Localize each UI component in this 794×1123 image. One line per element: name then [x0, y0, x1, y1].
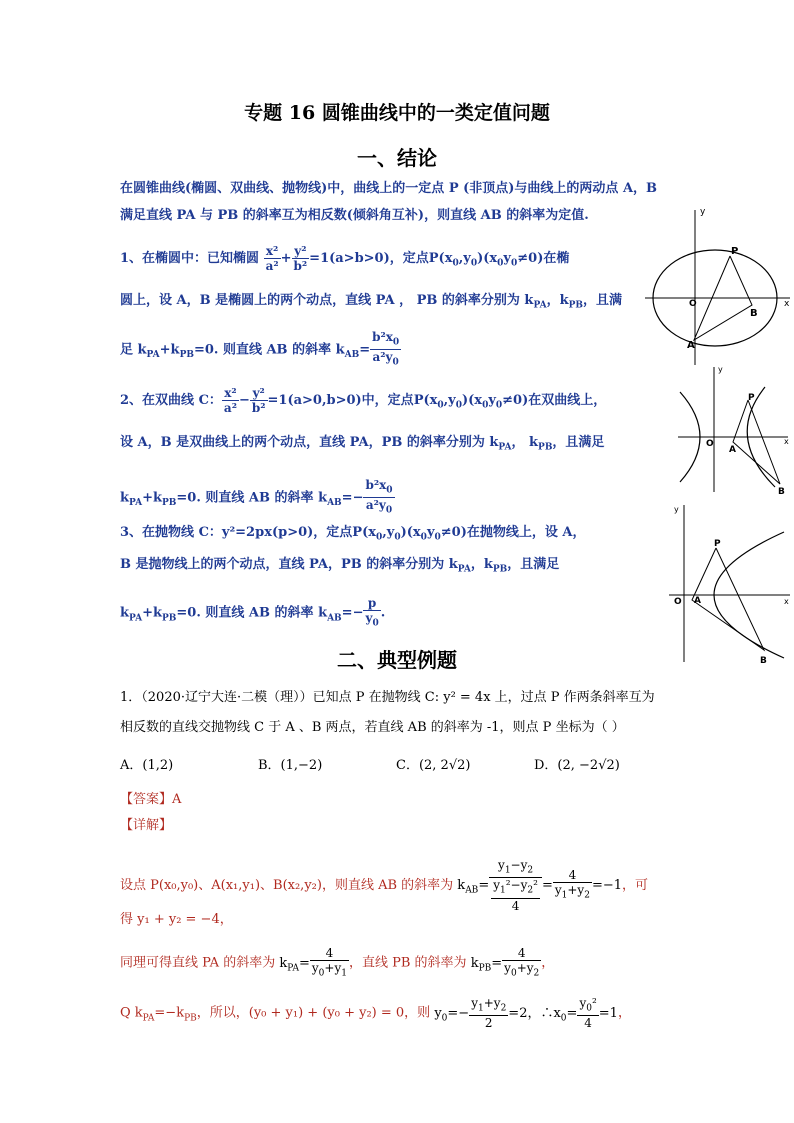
- point-a-label: A: [687, 340, 695, 351]
- ellipse-statement-line-3: 足 $k_{PA}+k_{PB}=0$. 则直线 AB 的斜率 $k_{AB}=$ $\frac{b^2x_0}{a^2y_0}$: [120, 330, 400, 368]
- x-label: x: [784, 437, 789, 446]
- solution-line-4: Q $k_{PA}=-k_{PB}$，所以，(y₀ + y₁) + (y₀ + y₂) = 0，则 $y_0=-$ $\frac{y_1+y_2}{2}$ =2，$\therefore x_0=$ $\frac{y_0^2}{4}$ =1，: [120, 996, 631, 1031]
- triangle-pab: [733, 400, 780, 484]
- origin-label: O: [674, 597, 682, 607]
- point-p-label: P: [731, 246, 739, 257]
- triangle-pab: [692, 548, 764, 650]
- ellipse-statement-line-1: 1、在椭圆中：已知椭圆 $\frac{\text{x²}}{\text{a²}}$ + $\frac{\text{y²}}{\text{b²}}$ =1(a>b>0)，定点$P(x_0,y_0)(x_0y_0\ne 0)$在椭: [120, 244, 570, 273]
- solution-line-1: 设点 P(x₀,y₀)、A(x₁,y₁)、B(x₂,y₂)，则直线 AB 的斜率为 $k_{AB}=$ $\frac{y_1-y_2}{\frac{y_1^2-y_2^2}{4}}$ = $\frac{4}{y_1+y_2}$ =−1，可: [120, 858, 649, 913]
- point-p-label: P: [748, 393, 755, 403]
- x-label: x: [784, 299, 790, 309]
- hyperbola-figure: [670, 362, 794, 497]
- origin-label: O: [689, 299, 697, 309]
- parabola-statement-line-2: B 是抛物线上的两个动点，直线 PA，PB 的斜率分别为 $k_{PA}$，$k_{PB}$，且满足: [120, 557, 560, 575]
- parabola-statement-line-3: $k_{PA}+k_{PB}=0$. 则直线 AB 的斜率 $k_{AB}=-$ $\frac{p}{y_0}$ .: [120, 596, 386, 629]
- solution-line-2: 得 y₁ + y₂ = −4，: [120, 912, 233, 927]
- intro-line-2: 满足直线 PA 与 PB 的斜率互为相反数(倾斜角互补)，则直线 AB 的斜率为定值.: [120, 208, 589, 223]
- x-label: x: [784, 597, 789, 606]
- point-b-label: B: [778, 487, 785, 497]
- ellipse-figure: [640, 200, 794, 370]
- y-label: y: [718, 365, 723, 374]
- option-c: C．(2, 2√2): [396, 758, 471, 773]
- point-p-label: P: [714, 539, 721, 549]
- question-1-line-1: 1．（2020·辽宁大连·二模（理））已知点 P 在抛物线 C: y² = 4x 上，过点 P 作两条斜率互为: [120, 690, 655, 705]
- point-a-label: A: [694, 596, 701, 606]
- hyperbola-statement-line-2: 设 A，B 是双曲线上的两个动点，直线 PA，PB 的斜率分别为 $k_{PA}$， $k_{PB}$，且满足: [120, 435, 605, 453]
- hyperbola-statement-line-3: $k_{PA}+k_{PB}=0$. 则直线 AB 的斜率 $k_{AB}=-$ $\frac{b^2x_0}{a^2y_0}$: [120, 478, 393, 516]
- page-title: 专题 16 圆锥曲线中的一类定值问题: [244, 102, 550, 124]
- question-1-line-2: 相反数的直线交抛物线 C 于 A 、B 两点，若直线 AB 的斜率为 -1，则点 P 坐标为（ ）: [120, 720, 625, 735]
- hyperbola-statement-line-1: 2、在双曲线 C： $\frac{\text{x²}}{\text{a²}}$ − $\frac{\text{y²}}{\text{b²}}$ =1(a>0,b>0)中，定点$P(x_0,y_0)(x_0y_0\ne 0)$在双曲线上，: [120, 386, 607, 415]
- intro-line-1: 在圆锥曲线(椭圆、双曲线、抛物线)中，曲线上的一定点 P (非顶点)与曲线上的两动点 A，B: [120, 181, 658, 196]
- point-b-label: B: [760, 656, 767, 666]
- section-heading-examples: 二、典型例题: [337, 648, 457, 672]
- y-label: y: [674, 505, 679, 514]
- option-d: D．(2, −2√2): [534, 758, 620, 773]
- detail-label: 【详解】: [120, 818, 173, 833]
- origin-label: O: [706, 439, 714, 449]
- point-b-label: B: [750, 308, 758, 319]
- point-a-label: A: [729, 445, 736, 455]
- section-heading-conclusion: 一、结论: [357, 146, 437, 170]
- answer-label: 【答案】A: [120, 792, 182, 807]
- option-a: A．(1,2): [120, 758, 174, 773]
- parabola-figure: [664, 500, 794, 668]
- solution-line-3: 同理可得直线 PA 的斜率为 $k_{PA}=$ $\frac{4}{y_0+y_1}$ ，直线 PB 的斜率为 $k_{PB}=$ $\frac{4}{y_0+y_2}$ ，: [120, 946, 555, 979]
- y-label: y: [700, 207, 706, 217]
- parabola-statement-line-1: 3、在抛物线 C：y²=2px(p>0)，定点$P(x_0,y_0)(x_0y_0\ne 0)$在抛物线上，设 A，: [120, 525, 586, 543]
- option-b: B．(1,−2): [258, 758, 323, 773]
- ellipse-statement-line-2: 圆上，设 A，B 是椭圆上的两个动点，直线 PA ， PB 的斜率分别为 $k_{PA}$，$k_{PB}$，且满: [120, 293, 622, 311]
